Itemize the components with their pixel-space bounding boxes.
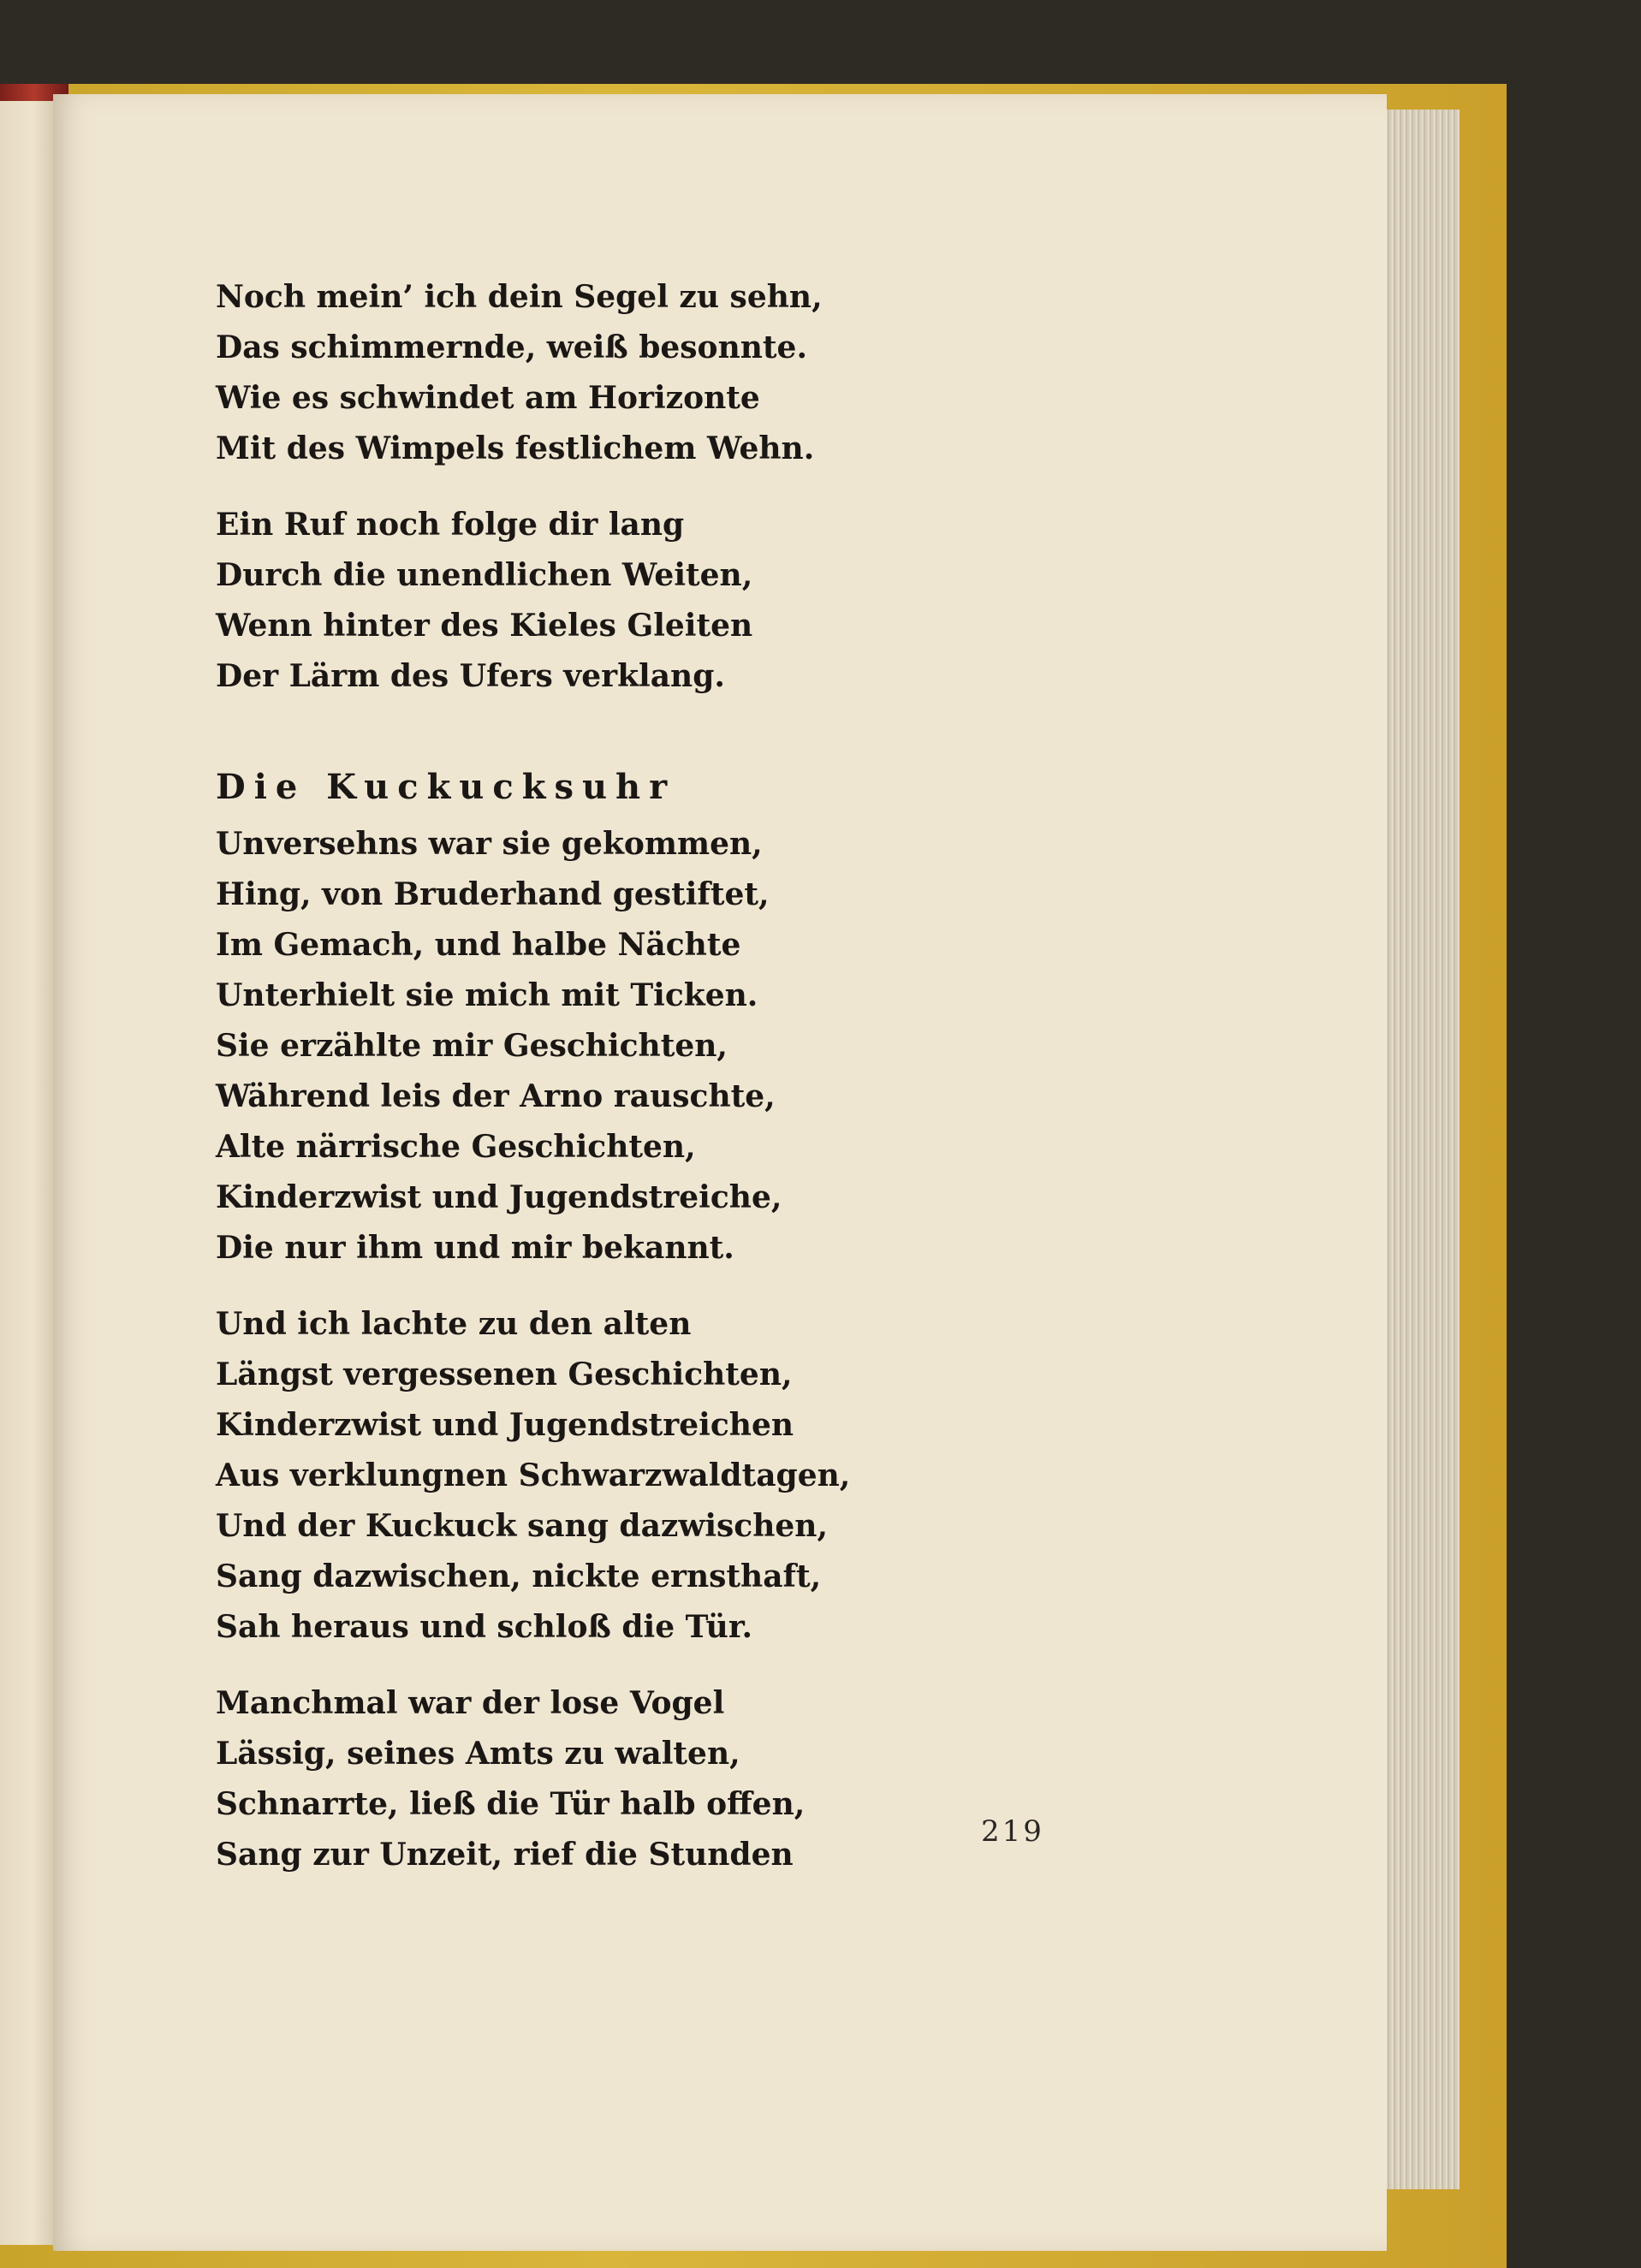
poem-line: Der Lärm des Ufers verklang. (216, 658, 725, 694)
poem-line: Kinderzwist und Jugendstreiche, (216, 1179, 782, 1215)
stanza-1 (216, 272, 823, 474)
poem-line: Unversehns war sie gekommen, (216, 826, 763, 862)
poem-line: Lässig, seines Amts zu walten, (216, 1736, 740, 1772)
poem-line: Mit des Wimpels festlichem Wehn. (216, 430, 815, 466)
page-number: 219 (981, 1814, 1044, 1849)
poem-line: Die nur ihm und mir bekannt. (216, 1230, 734, 1266)
poem-line: Manchmal war der lose Vogel (216, 1685, 725, 1721)
poem-line: Sang dazwischen, nickte ernsthaft, (216, 1559, 822, 1594)
left-page-edge (0, 101, 55, 2245)
poem-line: Im Gemach, und halbe Nächte (216, 927, 741, 963)
poem-line: Sie erzählte mir Geschichten, (216, 1028, 728, 1064)
poem-text (216, 272, 851, 1906)
poem-line: Und der Kuckuck sang dazwischen, (216, 1508, 829, 1544)
stanza-5 (216, 1678, 806, 1880)
stanza-2 (216, 500, 753, 702)
poem-line: Durch die unendlichen Weiten, (216, 557, 753, 593)
poem-line: Unterhielt sie mich mit Ticken. (216, 977, 758, 1013)
poem-line: Kinderzwist und Jugendstreichen (216, 1407, 794, 1443)
poem-line: Schnarrte, ließ die Tür halb offen, (216, 1786, 806, 1822)
poem-line: Noch mein’ ich dein Segel zu sehn, (216, 279, 823, 315)
poem-line: Sang zur Unzeit, rief die Stunden (216, 1837, 794, 1873)
poem-title: Die Kuckucksuhr (216, 767, 676, 807)
stanza-4 (216, 1299, 851, 1653)
poem-line: Und ich lachte zu den alten (216, 1306, 692, 1342)
poem-line: Wenn hinter des Kieles Gleiten (216, 608, 753, 644)
poem-line: Hing, von Bruderhand gestiftet, (216, 876, 770, 912)
stanza-3 (216, 819, 782, 1274)
poem-line: Das schimmernde, weiß besonnte. (216, 330, 807, 365)
poem-line: Ein Ruf noch folge dir lang (216, 507, 685, 543)
poem-line: Alte närrische Geschichten, (216, 1129, 696, 1165)
poem-line: Während leis der Arno rauschte, (216, 1078, 776, 1114)
page-stack-edge (1378, 110, 1460, 2189)
poem-line: Längst vergessenen Geschichten, (216, 1357, 793, 1392)
poem-line: Sah heraus und schloß die Tür. (216, 1609, 753, 1645)
poem-line: Aus verklungnen Schwarzwaldtagen, (216, 1458, 851, 1493)
poem-line: Wie es schwindet am Horizonte (216, 380, 760, 416)
